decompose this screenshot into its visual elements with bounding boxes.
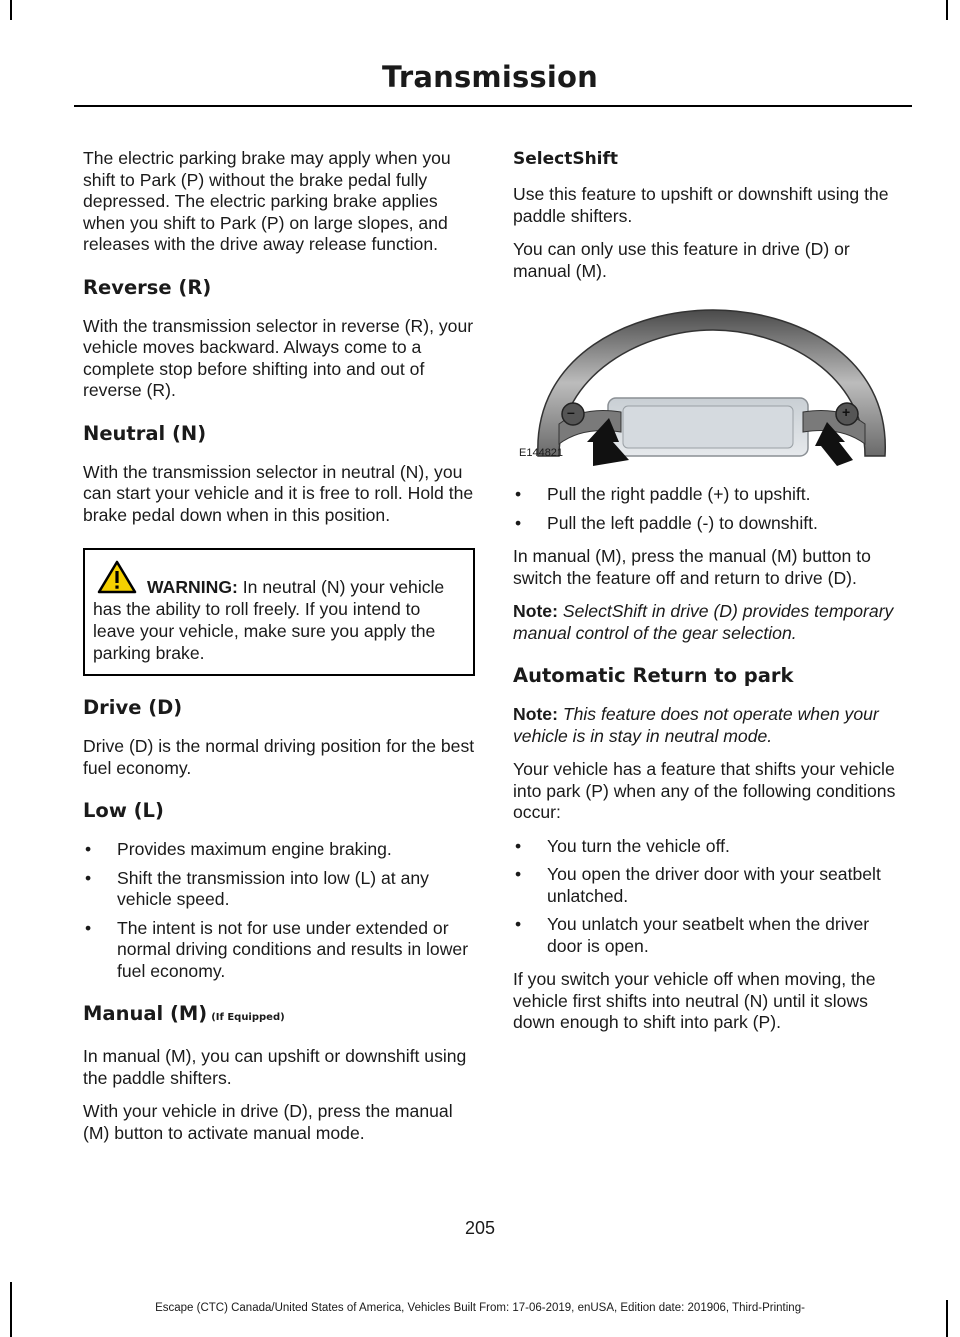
- note-text: This feature does not operate when your vehicle is in stay in neutral mode.: [513, 704, 879, 746]
- manual-switch-paragraph: In manual (M), press the manual (M) button to switch the feature off and return to drive (D).: [513, 546, 871, 588]
- warning-triangle-icon: [97, 560, 137, 594]
- paddle-list: [513, 484, 909, 534]
- selectshift-paragraph-1: Use this feature to upshift or downshift using the paddle shifters.: [513, 184, 889, 226]
- note-label: Note:: [513, 704, 558, 724]
- neutral-paragraph: With the transmission selector in neutral (N), you can start your vehicle and it is free to roll. Hold the brake pedal down when in this position.: [83, 461, 474, 525]
- reverse-heading: Reverse (R): [83, 275, 212, 299]
- note-label: Note:: [513, 601, 558, 621]
- steering-wheel-figure: [513, 294, 907, 470]
- list-item: • Shift the transmission into low (L) at any vehicle speed.: [83, 868, 475, 911]
- crop-mark-top-right: [946, 0, 948, 20]
- closing-paragraph: If you switch your vehicle off when moving, the vehicle first shifts into neutral (N) until it slows down enough to shift into park (P).: [513, 969, 876, 1032]
- right-column: [513, 148, 909, 1046]
- list-item: • Pull the left paddle (-) to downshift.: [513, 513, 909, 535]
- if-equipped-label: (If Equipped): [211, 1012, 285, 1023]
- manual-heading-text: Manual (M): [83, 1002, 208, 1025]
- page-number: 205: [464, 1218, 496, 1238]
- list-item: • The intent is not for use under extended or normal driving conditions and results in lower fuel economy.: [83, 918, 475, 983]
- reverse-paragraph: With the transmission selector in reverse (R), your vehicle moves backward. Always come to a complete stop before shifting into and out of reverse (R).: [83, 315, 474, 400]
- manual-paragraph-1: In manual (M), you can upshift or downshift using the paddle shifters.: [83, 1046, 467, 1088]
- paddle-minus-label: –: [567, 404, 575, 420]
- paddle-plus-label: +: [842, 404, 851, 420]
- header-rule: [74, 105, 912, 107]
- note-2: [513, 704, 909, 747]
- drive-paragraph: Drive (D) is the normal driving position for the best fuel economy.: [83, 736, 475, 778]
- note-1: [513, 601, 909, 644]
- warning-box: [83, 548, 475, 676]
- list-item: • Pull the right paddle (+) to upshift.: [513, 484, 909, 506]
- low-heading: Low (L): [83, 799, 164, 822]
- list-item: • You unlatch your seatbelt when the driver door is open.: [513, 914, 909, 957]
- warning-label: WARNING:: [147, 577, 238, 597]
- low-list: [83, 839, 475, 982]
- warning-text: In neutral (N) your vehicle has the ability to roll freely. If you intend to leave your vehicle, make sure you apply the parking brake.: [93, 577, 445, 663]
- neutral-heading: Neutral (N): [83, 421, 207, 445]
- page-title: Transmission: [382, 60, 598, 94]
- footer-text: Escape (CTC) Canada/United States of America, Vehicles Built From: 17-06-2019, enUSA, Edition date: 201906, Third-Printing-: [155, 1302, 805, 1314]
- steering-wheel-illustration: [513, 294, 907, 470]
- crop-mark-top-left: [10, 0, 12, 20]
- list-item: • You open the driver door with your seatbelt unlatched.: [513, 864, 909, 907]
- figure-code: E144821: [519, 446, 564, 459]
- selectshift-paragraph-2: You can only use this feature in drive (D) or manual (M).: [513, 239, 850, 281]
- auto-return-paragraph: Your vehicle has a feature that shifts your vehicle into park (P) when any of the following conditions occur:: [513, 759, 896, 822]
- manual-heading: [83, 1002, 475, 1030]
- list-item: • You turn the vehicle off.: [513, 836, 909, 858]
- note-text: SelectShift in drive (D) provides temporary manual control of the gear selection.: [513, 601, 894, 643]
- drive-heading: Drive (D): [83, 696, 183, 719]
- auto-return-list: [513, 836, 909, 958]
- auto-return-heading: Automatic Return to park: [513, 664, 794, 687]
- manual-paragraph-2: With your vehicle in drive (D), press the manual (M) button to activate manual mode.: [83, 1101, 453, 1143]
- list-item: • Provides maximum engine braking.: [83, 839, 475, 861]
- selectshift-heading: SelectShift: [513, 149, 619, 169]
- intro-paragraph: The electric parking brake may apply when you shift to Park (P) without the brake pedal fully depressed. The electric parking brake applies when you shift to Park (P) on large slopes, and releases with the drive away release function.: [83, 148, 451, 254]
- left-column: [83, 148, 475, 1156]
